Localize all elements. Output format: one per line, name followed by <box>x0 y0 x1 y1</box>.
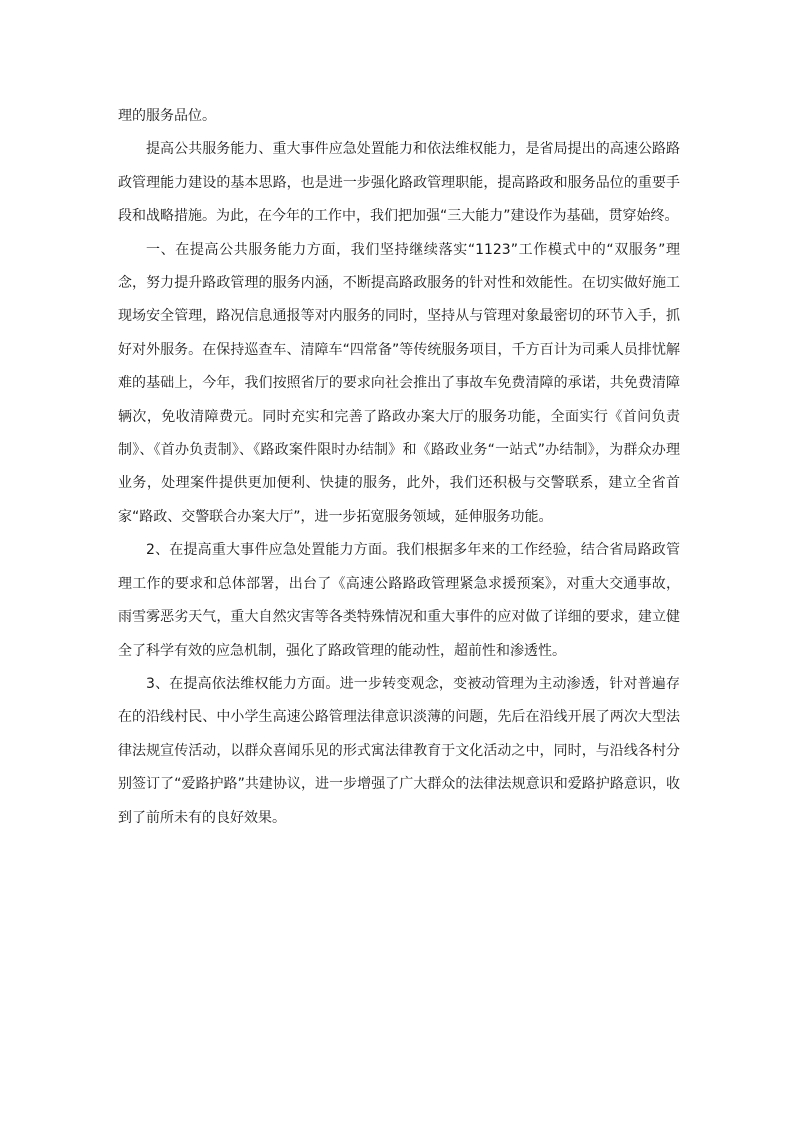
paragraph-continuation: 理的服务品位。 <box>118 108 216 124</box>
document-body <box>118 100 680 835</box>
paragraph-intro: 提高公共服务能力、重大事件应急处置能力和依法维权能力，是省局提出的高速公路路政管理能力建设的基本思路，也是进一步强化路政管理职能，提高路政和服务品位的重要手段和战略措施。为此，在今年的工作中，我们把加强“三大能力”建设作为基础，贯穿始终。 <box>118 141 680 225</box>
paragraph-legal-rights: 3、在提高依法维权能力方面。进一步转变观念，变被动管理为主动渗透，针对普遍存在的沿线村民、中小学生高速公路管理法律意识淡薄的问题，先后在沿线开展了两次大型法律法规宣传活动，以群众喜闻乐见的形式寓法律教育于文化活动之中，同时，与沿线各村分别签订了“爱路护路”共建协议，进一步增强了广大群众的法律法规意识和爱路护路意识，收到了前所未有的良好效果。 <box>118 675 680 826</box>
paragraph-public-service: 一、在提高公共服务能力方面，我们坚持继续落实“1123”工作模式中的“双服务”理念，努力提升路政管理的服务内涵，不断提高路政服务的针对性和效能性。在切实做好施工现场安全管理，路况信息通报等对内服务的同时，坚持从与管理对象最密切的环节入手，抓好对外服务。在保持巡查车、清障车“四常备”等传统服务项目，千方百计为司乘人员排忧解难的基础上，今年，我们按照省厅的要求向社会推出了事故车免费清障的承诺，共免费清障辆次，免收清障费元。同时充实和完善了路政办案大厅的服务功能，全面实行《首问负责制》、《首办负责制》、《路政案件限时办结制》和《路政业务“一站式”办结制》，为群众办理业务，处理案件提供更加便利、快捷的服务，此外，我们还积极与交警联系，建立全省首家“路政、交警联合办案大厅”，进一步拓宽服务领域，延伸服务功能。 <box>118 241 680 525</box>
paragraph-emergency-response: 2、在提高重大事件应急处置能力方面。我们根据多年来的工作经验，结合省局路政管理工作的要求和总体部署，出台了《高速公路路政管理紧急求援预案》，对重大交通事故，雨雪雾恶劣天气，重大自然灾害等各类特殊情况和重大事件的应对做了详细的要求，建立健全了科学有效的应急机制，强化了路政管理的能动性，超前性和渗透性。 <box>118 542 680 659</box>
